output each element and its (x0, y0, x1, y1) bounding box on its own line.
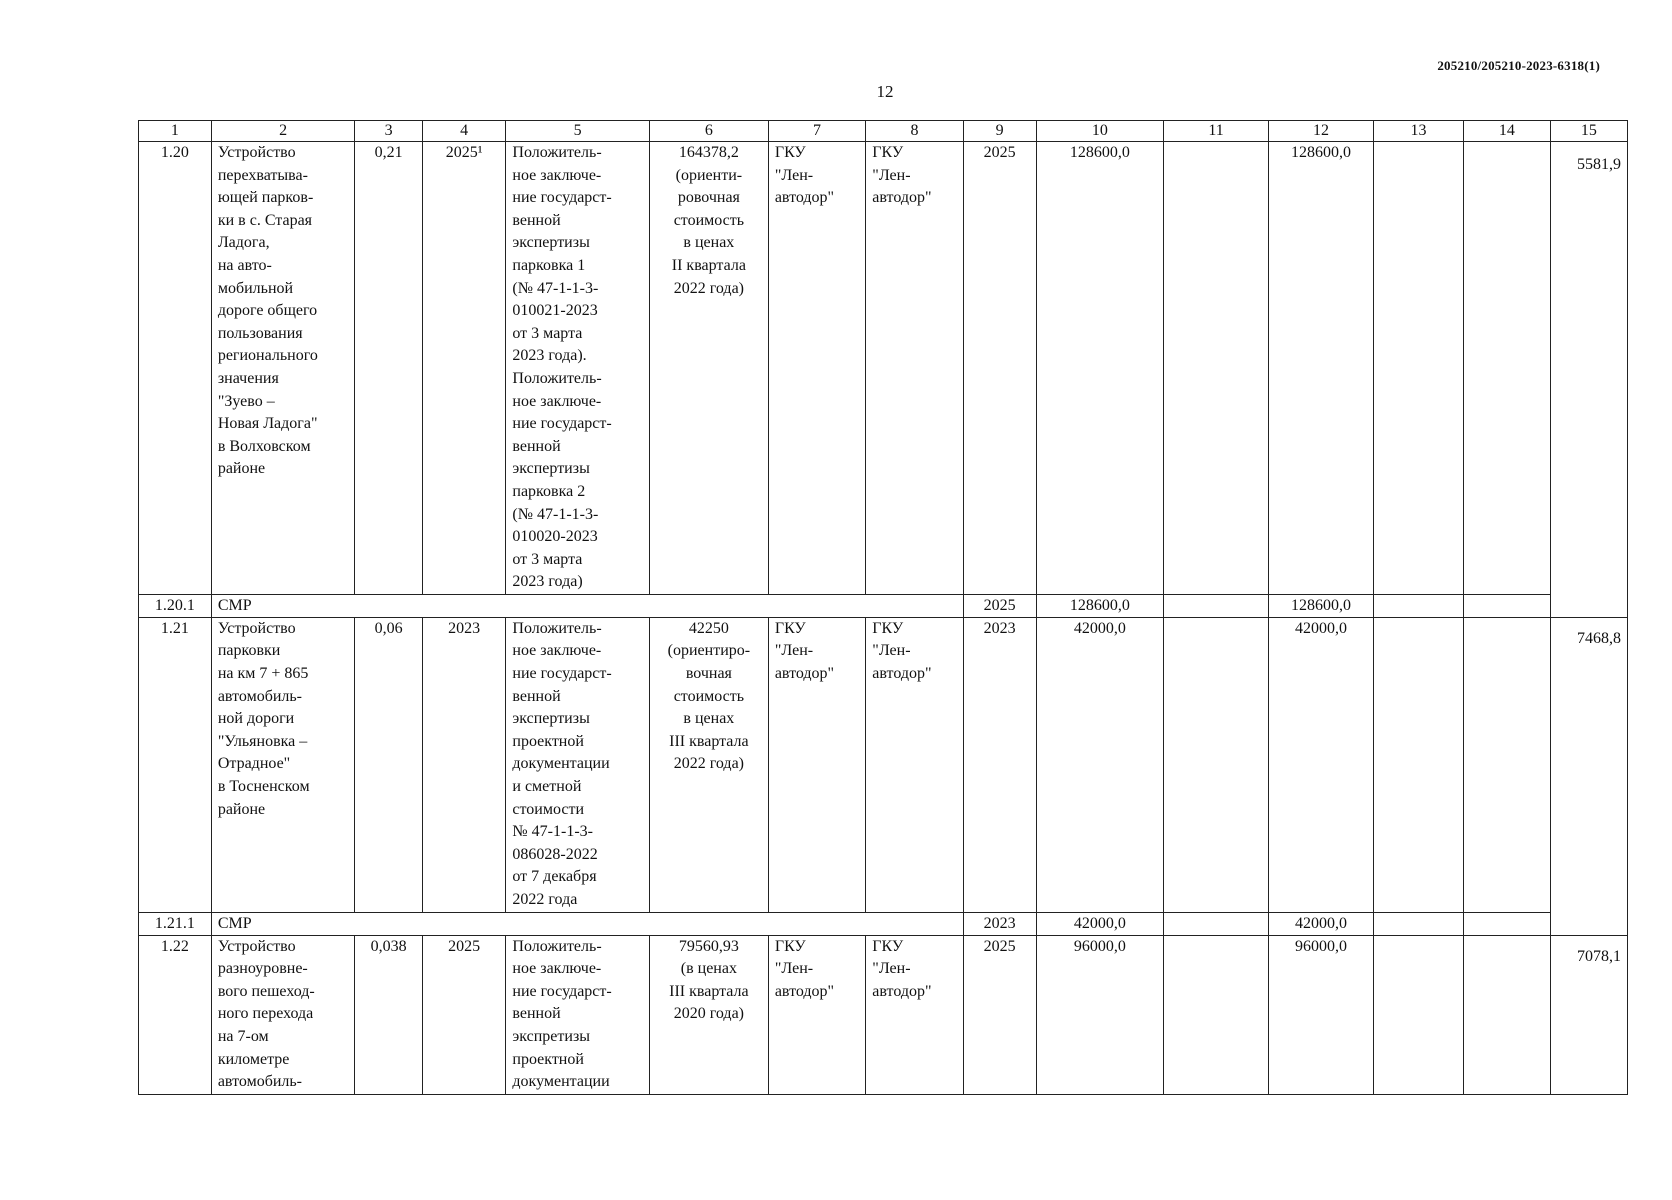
column-header: 15 (1550, 121, 1627, 142)
customer: ГКУ "Лен- автодор" (768, 142, 865, 595)
column-14-value (1463, 142, 1550, 595)
sub-column-11 (1164, 912, 1269, 935)
sub-item-number: 1.21.1 (139, 912, 212, 935)
column-header: 11 (1164, 121, 1269, 142)
sub-column-13 (1373, 594, 1463, 617)
capacity: 0,21 (355, 142, 422, 595)
capacity: 0,06 (355, 617, 422, 912)
column-header: 2 (211, 121, 355, 142)
customer: ГКУ "Лен- автодор" (768, 935, 865, 1094)
developer: ГКУ "Лен- автодор" (866, 617, 963, 912)
sub-column-15 (1550, 912, 1627, 935)
column-14-value (1463, 617, 1550, 912)
completion-year: 2023 (422, 617, 506, 912)
column-11-value (1164, 935, 1269, 1094)
column-11-value (1164, 617, 1269, 912)
object-name: Устройство разноуровне- вого пешеход- ного перехода на 7-ом километре автомобиль- (211, 935, 355, 1094)
estimated-cost: 79560,93 (в ценах III квартала 2020 года) (649, 935, 768, 1094)
table-row (139, 142, 1628, 595)
expertise-conclusion: Положитель- ное заключе- ние государст- венной экспертизы проектной документации и сметной стоимости № 47-1-1-3- 086028-2022 от 7 декабря 2022 года (506, 617, 650, 912)
sub-column-13 (1373, 912, 1463, 935)
sub-column-15 (1550, 594, 1627, 617)
column-header: 12 (1269, 121, 1374, 142)
column-header: 4 (422, 121, 506, 142)
program-table-container (138, 120, 1628, 1095)
total-amount: 96000,0 (1036, 935, 1163, 1094)
financing-year: 2025 (963, 935, 1036, 1094)
column-header: 8 (866, 121, 963, 142)
sub-row (139, 594, 1628, 617)
expertise-conclusion: Положитель- ное заключе- ние государст- венной экспертизы парковка 1 (№ 47-1-1-3- 010021-2023 от 3 марта 2023 года). Положитель- ное заключе- ние государст- венной экспертизы парковка 2 (№ 47-1-1-3- 010020-2023 от 3 марта 2023 года) (506, 142, 650, 595)
capacity: 0,038 (355, 935, 422, 1094)
developer: ГКУ "Лен- автодор" (866, 935, 963, 1094)
financing-year: 2023 (963, 617, 1036, 912)
column-15-value: 7078,1 (1550, 935, 1627, 1094)
sub-financing-year: 2023 (963, 912, 1036, 935)
sub-item-number: 1.20.1 (139, 594, 212, 617)
sub-total-amount: 128600,0 (1036, 594, 1163, 617)
program-table (138, 120, 1628, 1095)
column-12-value: 96000,0 (1269, 935, 1374, 1094)
customer: ГКУ "Лен- автодор" (768, 617, 865, 912)
column-15-value: 7468,8 (1550, 617, 1627, 912)
column-13-value (1373, 142, 1463, 595)
column-12-value: 128600,0 (1269, 142, 1374, 595)
sub-financing-year: 2025 (963, 594, 1036, 617)
completion-year: 2025 (422, 935, 506, 1094)
column-header: 3 (355, 121, 422, 142)
item-number: 1.20 (139, 142, 212, 595)
column-header: 7 (768, 121, 865, 142)
sub-column-12-value: 42000,0 (1269, 912, 1374, 935)
column-14-value (1463, 935, 1550, 1094)
sub-column-14 (1463, 912, 1550, 935)
column-header: 13 (1373, 121, 1463, 142)
column-15-value: 5581,9 (1550, 142, 1627, 595)
column-12-value: 42000,0 (1269, 617, 1374, 912)
column-header: 10 (1036, 121, 1163, 142)
column-header: 1 (139, 121, 212, 142)
object-name: Устройство перехватыва- ющей парков- ки в с. Старая Ладога, на авто- мобильной дороге общего пользования регионального значения "Зуево – Новая Ладога" в Волховском районе (211, 142, 355, 595)
sub-column-12-value: 128600,0 (1269, 594, 1374, 617)
total-amount: 42000,0 (1036, 617, 1163, 912)
column-13-value (1373, 617, 1463, 912)
column-header: 9 (963, 121, 1036, 142)
column-number-row (139, 121, 1628, 142)
sub-item-label: СМР (211, 594, 963, 617)
sub-item-label: СМР (211, 912, 963, 935)
column-header: 5 (506, 121, 650, 142)
sub-total-amount: 42000,0 (1036, 912, 1163, 935)
completion-year: 2025¹ (422, 142, 506, 595)
document-id: 205210/205210-2023-6318(1) (1437, 58, 1600, 73)
object-name: Устройство парковки на км 7 + 865 автомобиль- ной дороги "Ульяновка – Отрадное" в Тосненском районе (211, 617, 355, 912)
sub-row (139, 912, 1628, 935)
page-number: 12 (876, 82, 894, 101)
estimated-cost: 42250 (ориентиро- вочная стоимость в ценах III квартала 2022 года) (649, 617, 768, 912)
expertise-conclusion: Положитель- ное заключе- ние государст- венной экспретизы проектной документации (506, 935, 650, 1094)
table-row (139, 935, 1628, 1094)
item-number: 1.22 (139, 935, 212, 1094)
column-11-value (1164, 142, 1269, 595)
estimated-cost: 164378,2 (ориенти- ровочная стоимость в ценах II квартала 2022 года) (649, 142, 768, 595)
financing-year: 2025 (963, 142, 1036, 595)
column-13-value (1373, 935, 1463, 1094)
developer: ГКУ "Лен- автодор" (866, 142, 963, 595)
sub-column-14 (1463, 594, 1550, 617)
sub-column-11 (1164, 594, 1269, 617)
item-number: 1.21 (139, 617, 212, 912)
table-row (139, 617, 1628, 912)
column-header: 6 (649, 121, 768, 142)
total-amount: 128600,0 (1036, 142, 1163, 595)
column-header: 14 (1463, 121, 1550, 142)
